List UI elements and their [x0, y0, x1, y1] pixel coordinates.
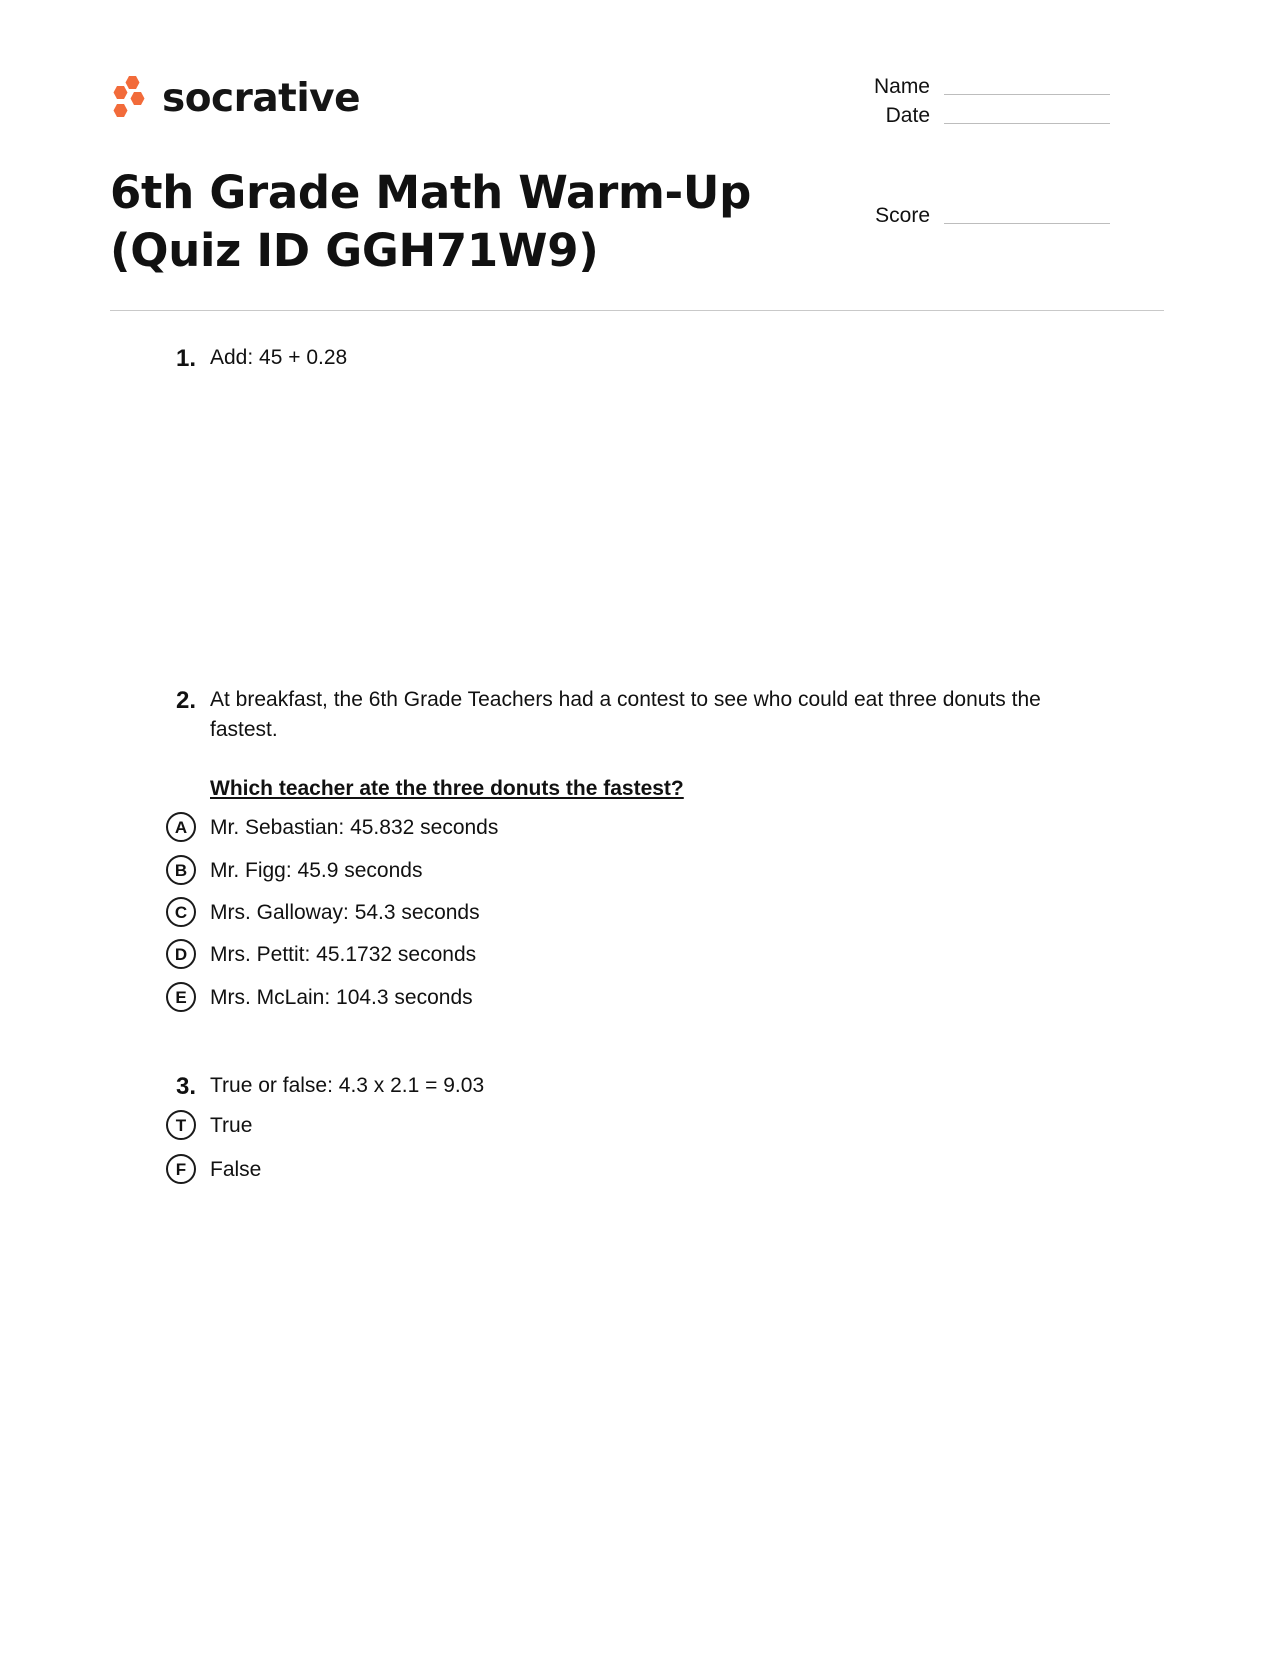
option-text-a: Mr. Sebastian: 45.832 seconds [210, 815, 499, 839]
option-bubble-c[interactable]: C [166, 897, 196, 927]
option-text-c: Mrs. Galloway: 54.3 seconds [210, 900, 480, 924]
question-2-number: 2. [175, 687, 196, 714]
option-d[interactable] [166, 937, 476, 971]
name-label: Name [873, 75, 930, 98]
name-field[interactable] [820, 76, 1110, 97]
option-text-d: Mrs. Pettit: 45.1732 seconds [210, 942, 477, 966]
option-text-false: False [210, 1157, 262, 1181]
question-3-text: True or false: 4.3 x 2.1 = 9.03 [210, 1074, 485, 1097]
option-bubble-b[interactable]: B [166, 855, 196, 885]
option-text-true: True [210, 1113, 253, 1137]
question-2-subprompt: Which teacher ate the three donuts the fastest? [210, 777, 684, 800]
option-true[interactable] [166, 1108, 252, 1142]
option-text-e: Mrs. McLain: 104.3 seconds [210, 985, 473, 1009]
date-label: Date [885, 104, 930, 127]
date-field[interactable] [820, 105, 1110, 126]
option-a[interactable] [166, 810, 498, 844]
option-bubble-e[interactable]: E [166, 982, 196, 1012]
score-line[interactable] [944, 222, 1110, 224]
hexagon-cluster-icon [110, 73, 150, 123]
option-e[interactable] [166, 980, 473, 1014]
option-text-b: Mr. Figg: 45.9 seconds [210, 858, 423, 882]
date-line[interactable] [944, 122, 1110, 124]
option-b[interactable] [166, 853, 422, 887]
option-false[interactable] [166, 1152, 261, 1186]
question-3-number: 3. [175, 1073, 196, 1100]
option-bubble-a[interactable]: A [166, 812, 196, 842]
question-1-text: Add: 45 + 0.28 [210, 346, 348, 369]
page-title: 6th Grade Math Warm-Up (Quiz ID GGH71W9) [110, 166, 752, 277]
question-1-number: 1. [175, 345, 196, 372]
socrative-logo [110, 72, 360, 124]
option-c[interactable] [166, 895, 480, 929]
name-line[interactable] [944, 93, 1110, 95]
option-bubble-d[interactable]: D [166, 939, 196, 969]
brand-name: socrative [162, 75, 361, 121]
option-bubble-t[interactable]: T [166, 1110, 196, 1140]
header-divider [110, 310, 1164, 311]
score-label: Score [875, 204, 930, 227]
option-bubble-f[interactable]: F [166, 1154, 196, 1184]
question-2-text: At breakfast, the 6th Grade Teachers had a contest to see who could eat three donuts the fastest. [210, 688, 1041, 741]
